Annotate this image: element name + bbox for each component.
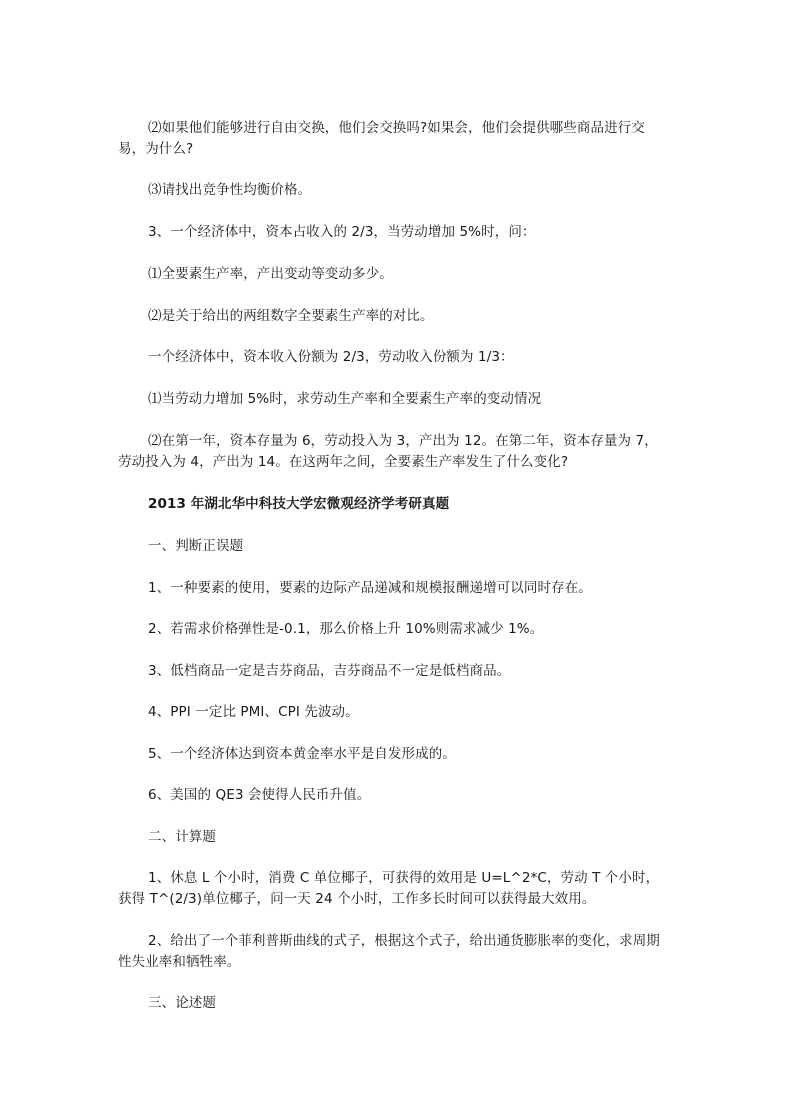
- calc-item-2: 2、给出了一个菲利普斯曲线的式子，根据这个式子，给出通货膨胀率的变化，求周期性失业率和牺牲率。: [118, 933, 660, 970]
- economy-statement: 一个经济体中，资本收入份额为 2/3，劳动收入份额为 1/3：: [148, 349, 514, 365]
- statement-question-2: ⑵在第一年，资本存量为 6，劳动投入为 3，产出为 12。在第二年，资本存量为 7，劳动投入为 4，产出为 14。在这两年之间，全要素生产率发生了什么变化?: [118, 433, 658, 470]
- question-3-1: ⑴全要素生产率，产出变动等变动多少。: [148, 266, 393, 282]
- tf-item-5: 5、一个经济体达到资本黄金率水平是自发形成的。: [148, 746, 456, 762]
- tf-item-4: 4、PPI 一定比 PMI、CPI 先波动。: [148, 704, 359, 720]
- exam-title: 2013 年湖北华中科技大学宏微观经济学考研真题: [148, 496, 450, 512]
- question-3-2: ⑵是关于给出的两组数字全要素生产率的对比。: [148, 308, 434, 324]
- section-essay: 三、论述题: [148, 995, 216, 1011]
- question-3: 3、一个经济体中，资本占收入的 2/3，当劳动增加 5%时，问：: [148, 224, 536, 240]
- section-calculation: 二、计算题: [148, 829, 216, 845]
- paragraph-2-3: ⑶请找出竞争性均衡价格。: [148, 182, 312, 198]
- section-true-false: 一、判断正误题: [148, 538, 244, 554]
- calc-item-1: 1、休息 L 个小时，消费 C 单位椰子，可获得的效用是 U=L^2*C，劳动 T 个小时，获得 T^(2/3)单位椰子，问一天 24 个小时，工作多长时间可以获得最大效用。: [118, 870, 660, 907]
- tf-item-3: 3、低档商品一定是吉芬商品，吉芬商品不一定是低档商品。: [148, 663, 511, 679]
- statement-question-1: ⑴当劳动力增加 5%时，求劳动生产率和全要素生产率的变动情况: [148, 391, 542, 407]
- paragraph-2-2: ⑵如果他们能够进行自由交换，他们会交换吗?如果会，他们会提供哪些商品进行交易，为什么?: [118, 120, 645, 157]
- tf-item-6: 6、美国的 QE3 会使得人民币升值。: [148, 787, 371, 803]
- tf-item-1: 1、一种要素的使用，要素的边际产品递减和规模报酬递增可以同时存在。: [148, 580, 592, 596]
- tf-item-2: 2、若需求价格弹性是-0.1，那么价格上升 10%则需求减少 1%。: [148, 621, 544, 637]
